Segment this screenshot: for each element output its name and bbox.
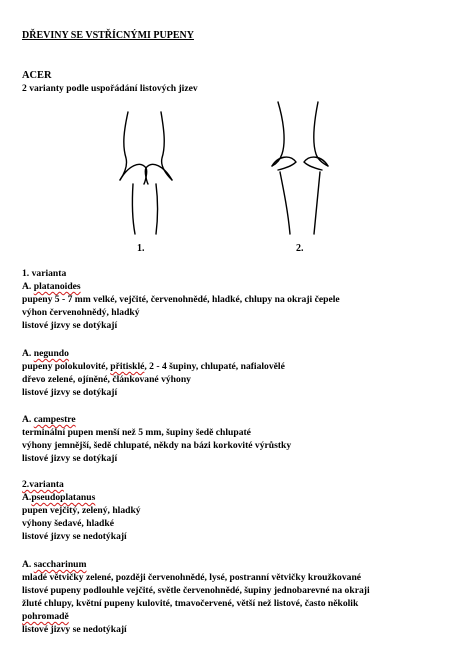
variant-2-label: 2.varianta — [22, 479, 64, 490]
species-acer-pseudoplatanus — [22, 492, 95, 504]
twig-left-outline — [272, 102, 284, 166]
campestre-description-3: listové jizvy se dotýkají — [22, 453, 118, 464]
species-prefix: A. — [22, 281, 34, 292]
pseudoplatanus-description-1: pupen vejčitý, zelený, hladký — [22, 505, 141, 516]
figure-variant-1 — [98, 100, 198, 240]
text-run: pupeny polokulovité, — [22, 361, 111, 372]
platanoides-description-3: listové jizvy se dotýkají — [22, 320, 118, 331]
twig-right-outline — [161, 112, 172, 180]
saccharinum-description-5: listové jizvy se nedotýkají — [22, 624, 127, 635]
text-run: , 2 - 4 šupiny, chlupaté, nafialovělé — [144, 361, 285, 372]
figure-caption-1: 1. — [137, 243, 145, 254]
twig-left-outline — [120, 112, 128, 180]
saccharinum-description-4 — [22, 611, 69, 623]
figure-caption-2: 2. — [296, 243, 304, 254]
platanoides-description-2: výhon červenohnědý, hladký — [22, 307, 140, 318]
species-acer-negundo — [22, 348, 69, 360]
pseudoplatanus-description-3: listové jizvy se nedotýkají — [22, 531, 127, 542]
species-acer-saccharinum — [22, 559, 87, 571]
document-title: DŘEVINY SE VSTŘÍCNÝMI PUPENY — [22, 30, 194, 41]
species-epithet: platanoides — [33, 281, 81, 292]
species-prefix: A. — [22, 414, 34, 425]
species-epithet: negundo — [33, 348, 69, 359]
stem-right — [314, 172, 320, 234]
figure-variant-2 — [256, 92, 346, 240]
pseudoplatanus-description-2: výhony šedavé, hladké — [22, 518, 114, 529]
genus-heading: ACER — [22, 70, 52, 81]
twig-right-outline — [314, 102, 328, 166]
leaf-scar-left — [120, 164, 147, 184]
negundo-description-1 — [22, 361, 285, 373]
variants-subtitle: 2 varianty podle uspořádání listových jizev — [22, 83, 198, 94]
negundo-description-2: dřevo zelené, ojíněné, článkované výhony — [22, 374, 191, 385]
species-prefix: A. — [22, 348, 34, 359]
platanoides-description-1: pupeny 5 - 7 mm velké, vejčité, červenohnědé, hladké, chlupy na okraji čepele — [22, 294, 340, 305]
stem-left — [132, 184, 135, 234]
species-prefix: A. — [22, 492, 32, 503]
variant-2-heading — [22, 479, 64, 491]
species-epithet: saccharinum — [33, 559, 87, 570]
species-epithet: campestre — [33, 414, 76, 425]
leaf-scar-right — [145, 164, 172, 184]
text-run-flagged: přitisklé — [110, 361, 145, 372]
saccharinum-description-2: listové pupeny podlouhle vejčité, světle červenohnědé, šupiny jednobarevné na okraji — [22, 585, 370, 596]
saccharinum-description-1: mladé větvičky zelené, později červenohnědé, lysé, postranní větvičky kroužkované — [22, 572, 362, 583]
campestre-description-1: terminální pupen menší než 5 mm, šupiny šedě chlupaté — [22, 427, 251, 438]
stem-left — [280, 172, 290, 234]
species-acer-platanoides — [22, 281, 81, 293]
species-epithet: pseudoplatanus — [31, 492, 96, 503]
stem-right — [156, 184, 158, 234]
species-prefix: A. — [22, 559, 34, 570]
species-acer-campestre — [22, 414, 76, 426]
variant-1-heading: 1. varianta — [22, 268, 67, 279]
negundo-description-3: listové jizvy se dotýkají — [22, 387, 118, 398]
text-run-flagged: pohromadě — [22, 611, 69, 622]
saccharinum-description-3: žluté chlupy, květní pupeny kulovité, tmavočervené, větší než listové, často několik — [22, 598, 359, 609]
campestre-description-2: výhony jemnější, šedě chlupaté, někdy na bázi korkovité výrůstky — [22, 440, 292, 451]
